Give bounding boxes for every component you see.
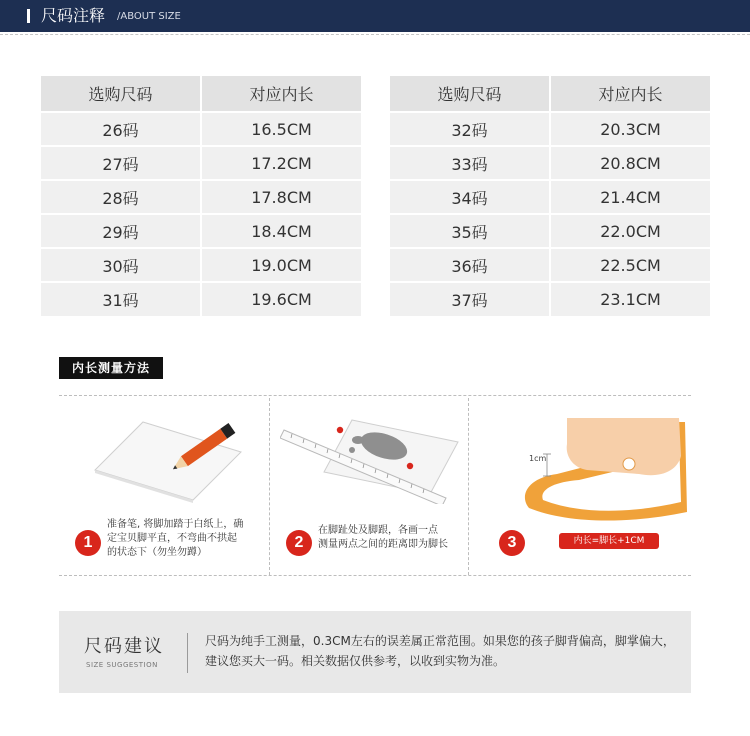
table-row <box>41 214 361 248</box>
step-2 <box>270 396 468 577</box>
suggestion-title: 尺码建议 <box>84 636 164 657</box>
size-cell: 26码 <box>41 112 201 146</box>
length-cell: 19.0CM <box>201 248 361 282</box>
table-row <box>390 214 710 248</box>
length-cell: 20.3CM <box>550 112 710 146</box>
table-row <box>41 146 361 180</box>
step-text-line: 测量两点之间的距离即为脚长 <box>318 539 448 550</box>
table-row <box>390 146 710 180</box>
step-description <box>107 518 267 560</box>
table-row <box>390 248 710 282</box>
step-text-line: 准备笔, 将脚加踏于白纸上，确 <box>107 519 244 530</box>
size-cell: 32码 <box>390 112 550 146</box>
column-header-length: 对应内长 <box>201 76 361 112</box>
header-title: 尺码注释 <box>41 6 106 25</box>
size-cell: 37码 <box>390 282 550 316</box>
length-cell: 23.1CM <box>550 282 710 316</box>
length-cell: 22.0CM <box>550 214 710 248</box>
suggestion-subtitle: SIZE SUGGESTION <box>86 661 158 669</box>
size-cell: 27码 <box>41 146 201 180</box>
table-row <box>41 248 361 282</box>
length-cell: 16.5CM <box>201 112 361 146</box>
header-subtitle: /ABOUT SIZE <box>117 11 181 22</box>
size-cell: 36码 <box>390 248 550 282</box>
header-accent-bar <box>27 9 30 23</box>
table-row <box>41 180 361 214</box>
size-cell: 28码 <box>41 180 201 214</box>
length-cell: 19.6CM <box>201 282 361 316</box>
foot-in-shoe-icon <box>509 416 689 526</box>
step-text-line: 的状态下（勿坐勿蹲） <box>107 547 207 558</box>
step-number-badge: 2 <box>286 530 312 556</box>
length-cell: 17.8CM <box>201 180 361 214</box>
table-row <box>41 112 361 146</box>
length-cell: 21.4CM <box>550 180 710 214</box>
length-cell: 17.2CM <box>201 146 361 180</box>
step-3 <box>469 396 691 577</box>
suggestion-divider <box>187 633 188 673</box>
size-cell: 29码 <box>41 214 201 248</box>
step-number-badge: 3 <box>499 530 525 556</box>
measurement-steps-panel <box>59 395 691 576</box>
step-number-badge: 1 <box>75 530 101 556</box>
step-text-line: 定宝贝脚平直，不弯曲不拱起 <box>107 533 237 544</box>
paper-pencil-icon <box>93 416 243 504</box>
length-formula-tag: 内长=脚长+1CM <box>559 533 659 549</box>
table-header-row <box>390 76 710 112</box>
size-table-right <box>390 76 710 316</box>
size-table-left <box>41 76 361 316</box>
page-header <box>0 0 750 32</box>
length-cell: 18.4CM <box>201 214 361 248</box>
table-row <box>390 112 710 146</box>
column-header-size: 选购尺码 <box>41 76 201 112</box>
table-header-row <box>41 76 361 112</box>
size-cell: 35码 <box>390 214 550 248</box>
margin-annotation: 1cm <box>529 454 547 463</box>
length-cell: 20.8CM <box>550 146 710 180</box>
ruler-footprint-icon <box>280 416 460 504</box>
table-row <box>390 282 710 316</box>
size-cell: 34码 <box>390 180 550 214</box>
column-header-length: 对应内长 <box>550 76 710 112</box>
suggestion-body: 尺码为纯手工测量，0.3CM左右的误差属正常范围。如果您的孩子脚背偏高，脚掌偏大，建议您买大一码。相关数据仅供参考，以收到实物为准。 <box>205 634 675 668</box>
column-header-size: 选购尺码 <box>390 76 550 112</box>
step-description <box>318 524 468 552</box>
header-divider <box>0 34 750 35</box>
size-cell: 30码 <box>41 248 201 282</box>
table-row <box>390 180 710 214</box>
step-text-line: 在脚趾处及脚跟，各画一点 <box>318 525 438 536</box>
length-cell: 22.5CM <box>550 248 710 282</box>
size-cell: 31码 <box>41 282 201 316</box>
table-row <box>41 282 361 316</box>
method-section-label: 内长测量方法 <box>59 357 163 379</box>
step-1 <box>59 396 269 577</box>
size-cell: 33码 <box>390 146 550 180</box>
size-suggestion-box <box>59 611 691 693</box>
